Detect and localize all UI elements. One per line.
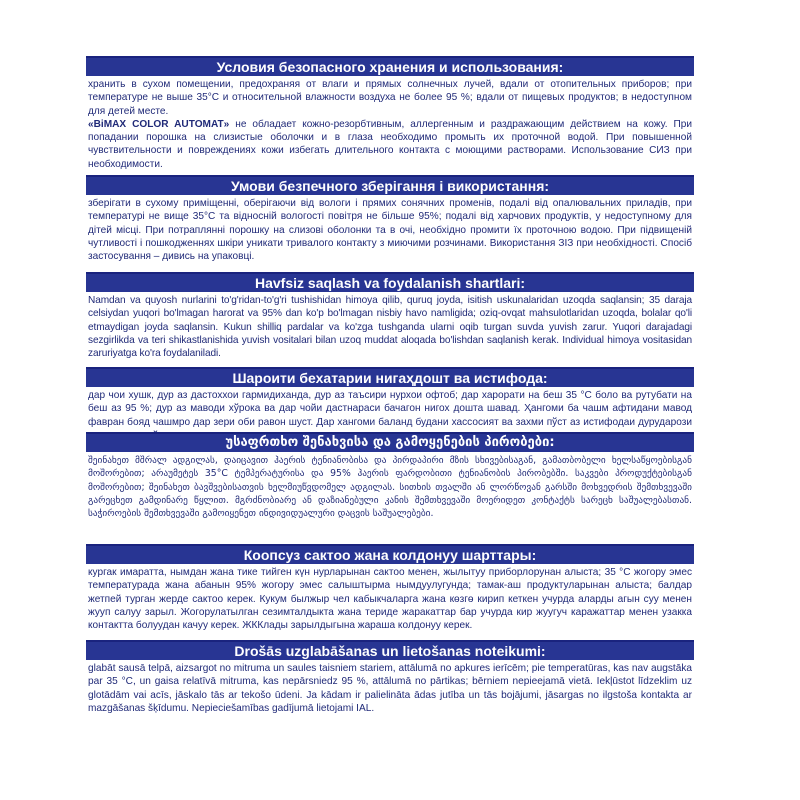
paragraph: хранить в сухом помещении, предохраняя от влаги и прямых солнечных лучей, вдали от отопительных приборов; при температуре не выше 35°С и относительной влажности воздуха не более 95 %; вдали от пищевых продуктов; в недоступном для детей месте. [88, 79, 692, 117]
section-text: дар чои хушк, дур аз дастоххои гармидиханда, дур аз таъсири нурхои офтоб; дар харорати на беш 35 °С боло ва рутубати на беш аз 95 %; дур аз маводи хўрока ва дар чойи дастнараси бачагон нигох дошта шавад. Ҳангоми ба чашм афтидани мавод фавран бояд чашмро дар зери оби равон шуст. Дар хангоми баланд будани хассосият ва захми пўст аз истифодаи дурударози [88, 390, 692, 428]
section-ky [86, 544, 694, 632]
section-title: Умови безпечного зберігання і використання: [86, 175, 694, 195]
section-text: Namdan va quyosh nurlarini to'g'ridan-to'g'ri tushishidan himoya qilib, quruq joyda, isitish uskunalaridan uzoqda saqlansin; 35 daraja celsiydan yuqori bo'lmagan harorat va 95% dan ko'p bo'lmagan nisbiy havo namligida; oziq-ovqat mahsulotlaridan uzoqda, bolalar qo'li etmaydigan joyda saqlansin. Kukun shilliq pardalar va ko'zga tushganda ularni oqib turgan suvda yuvish zarur. Yuqori darajadagi sezgirlikda va teri shikastlanishida yuvish vositalari bilan uzoq muddat aloqada bo'lishdan saqlanish kerak. Individual himoya vositasidan zaruriyatga ko'ra foydalaniladi. [88, 295, 692, 360]
section-ka [86, 432, 694, 520]
section-title: Шароити бехатарии нигаҳдошт ва истифода: [86, 367, 694, 387]
section-text [88, 78, 692, 171]
section-uk [86, 175, 694, 263]
section-text: зберігати в сухому приміщенні, оберігаючи від вологи і прямих сонячних променів, подалі від опалювальних приладів, при температурі не вище 35°С та відносній вологості повітря не більше 95%; подалі від харчових продуктів, у недоступному для дітей місці. При потраплянні порошку на слизові оболонки та в очі, необхідно промити їх проточною водою. При підвищеній чутливості і пошкодженнях шкіри уникати тривалого контакту з миючими розчинами. Використання ЗІЗ при необхідності. Спосіб застосування – дивись на упаковці. [88, 198, 692, 263]
section-title: უსაფრთხო შენახვისა და გამოყენების პირობები: [86, 432, 694, 452]
section-title: Коопсуз сактоо жана колдонуу шарттары: [86, 544, 694, 564]
section-title: Drošās uzglabāšanas un lietošanas noteikumi: [86, 640, 694, 660]
section-ru [86, 56, 694, 171]
section-title: Havfsiz saqlash va foydalanish shartlari: [86, 272, 694, 292]
section-text: кургак имаратта, нымдан жана тике тийген күн нурларынан сактоо менен, жылытуу приборлорунан алыста; 35 °С жогору эмес температурада жана абанын 95% жогору эмес салыштырма нымдуулугунда; тамак-аш продуктуларынан алыста; балдар жетпей турган жерде сактоо керек. Кукум былжыр чел кабыкчаларга жана көзгө кирип кеткен учурда аларды агын суу менен жууп салуу зарыл. Жогорулатылган сезимталдыкта жана териде жаракаттар бар учурда кир жуугуч каражаттар менен узакка контактта болуудан качуу керек. ЖККлады зарылдыгына жараша колдонуу керек. [88, 567, 692, 632]
paragraph: не обладает кожно-резорбтивным, аллергенным и раздражающим действием на кожу. При попадании порошка на слизистые оболочки и в глаза необходимо промыть их проточной водой. При повышенной чувствительности и повреждениях кожи избегать длительного контакта с моющими растворами. Использование СИЗ при необходимости. [88, 118, 692, 170]
section-text: glabāt sausā telpā, aizsargot no mitruma un saules taisniem stariem, attālumā no apkures ierīcēm; pie temperatūras, kas nav augstāka par 35 °C, un gaisa relatīvā mitruma, kas nepārsniedz 95 %, attālumā no pārtikas; bērniem nepieejamā vietā. Iekļūstot līdzeklim uz glotādām vai acīs, jāskalo tās ar tekošo ūdeni. Ja kādam ir palielināta ādas jutība un tās bojājumi, jāsargas no ilgstoša kontakta ar mazgāšanas šķīdumu. Nepieciešamības gadījumā lietojami IAL. [88, 663, 692, 714]
section-tj [86, 367, 694, 442]
section-text: შეინახეთ მშრალ ადგილას, დაიცავით ჰაერის ტენიანობისა და პირდაპირი მზის სხივებისაგან, გამათბობელი ხელსაწყოებისგან მოშორებით; არაუმეტეს 35°C ტემპერატურისა და 95% ჰაერის ფარდობითი ტენიანობის პირობებში. საკვები პროდუქტებისგან მოშორებით; შეინახეთ ბავშვებისათვის ხელმიუწვდომელ ადგილას. სითხის თვალში ან ლორწოვან გარსში მოხვედრის შემთხვევაში გარეცხეთ გამდინარე წყლით. მგრძნობიარე ან დაზიანებული კანის შემთხვევაში მოერიდეთ კონტაქტს სარეცხ საშუალებასთან. საჭიროების შემთხვევაში გამოიყენეთ ინდივიდუალური დაცვის საშუალებები. [88, 455, 692, 520]
brand-name: «BiMAX COLOR AUTOMAT» [88, 118, 230, 130]
section-lv [86, 640, 694, 715]
section-title: Условия безопасного хранения и использования: [86, 56, 694, 76]
section-uz [86, 272, 694, 360]
